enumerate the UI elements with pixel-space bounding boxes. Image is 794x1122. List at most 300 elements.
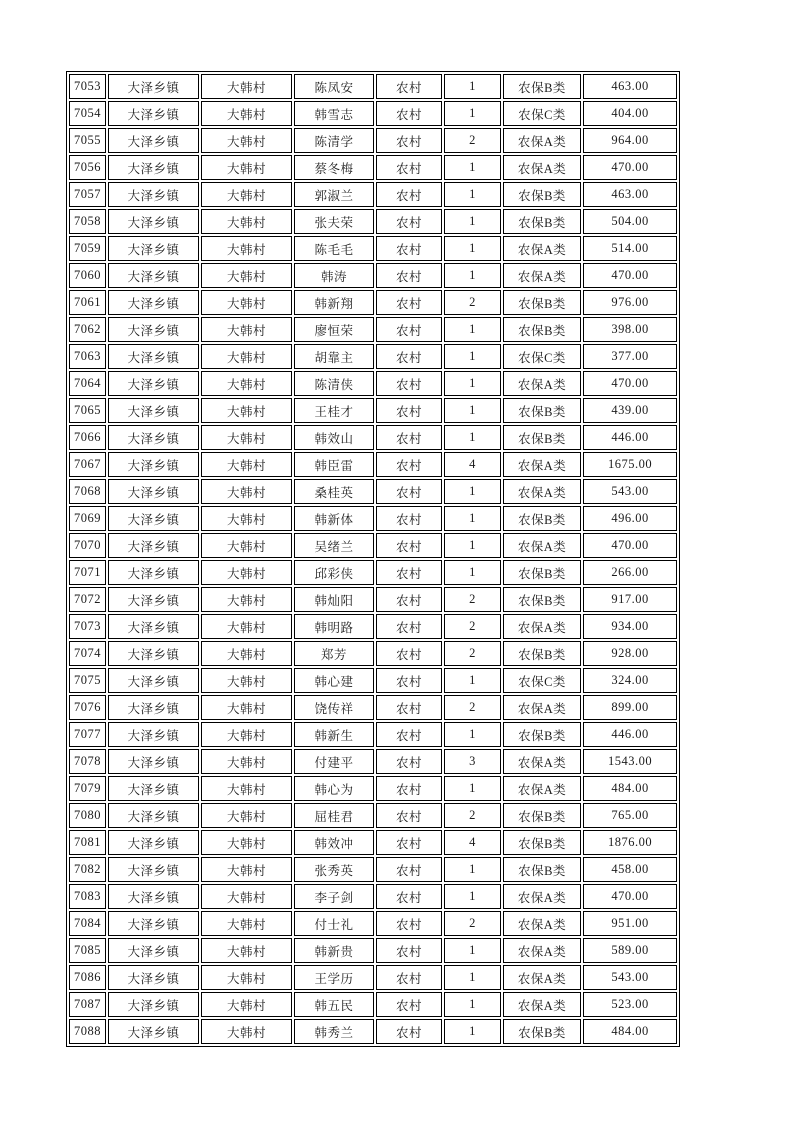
cell-type: 农村: [376, 857, 442, 882]
cell-amount: 463.00: [583, 74, 677, 99]
table-row: [69, 614, 677, 639]
cell-name: 韩灿阳: [294, 587, 374, 612]
table-row: [69, 155, 677, 180]
cell-id: 7087: [69, 992, 106, 1017]
cell-id: 7076: [69, 695, 106, 720]
cell-count: 1: [444, 263, 501, 288]
cell-id: 7060: [69, 263, 106, 288]
cell-amount: 976.00: [583, 290, 677, 315]
cell-town: 大泽乡镇: [108, 290, 199, 315]
cell-id: 7065: [69, 398, 106, 423]
table-row: [69, 128, 677, 153]
cell-name: 韩雪志: [294, 101, 374, 126]
cell-village: 大韩村: [201, 884, 292, 909]
cell-town: 大泽乡镇: [108, 749, 199, 774]
cell-count: 2: [444, 290, 501, 315]
cell-name: 付建平: [294, 749, 374, 774]
cell-count: 1: [444, 371, 501, 396]
cell-category: 农保B类: [503, 830, 581, 855]
cell-id: 7063: [69, 344, 106, 369]
cell-town: 大泽乡镇: [108, 344, 199, 369]
cell-count: 2: [444, 911, 501, 936]
cell-amount: 496.00: [583, 506, 677, 531]
cell-count: 2: [444, 128, 501, 153]
cell-id: 7062: [69, 317, 106, 342]
cell-village: 大韩村: [201, 506, 292, 531]
cell-category: 农保A类: [503, 965, 581, 990]
cell-village: 大韩村: [201, 182, 292, 207]
cell-id: 7055: [69, 128, 106, 153]
cell-count: 4: [444, 830, 501, 855]
cell-amount: 398.00: [583, 317, 677, 342]
cell-type: 农村: [376, 1019, 442, 1044]
cell-type: 农村: [376, 155, 442, 180]
cell-count: 2: [444, 803, 501, 828]
cell-name: 付士礼: [294, 911, 374, 936]
cell-village: 大韩村: [201, 614, 292, 639]
cell-type: 农村: [376, 74, 442, 99]
cell-category: 农保B类: [503, 182, 581, 207]
cell-category: 农保A类: [503, 992, 581, 1017]
cell-name: 李子剑: [294, 884, 374, 909]
cell-name: 陈清侠: [294, 371, 374, 396]
cell-village: 大韩村: [201, 857, 292, 882]
table-row: [69, 1019, 677, 1044]
cell-id: 7080: [69, 803, 106, 828]
cell-amount: 470.00: [583, 155, 677, 180]
cell-name: 韩心建: [294, 668, 374, 693]
cell-village: 大韩村: [201, 1019, 292, 1044]
cell-id: 7064: [69, 371, 106, 396]
cell-name: 陈清学: [294, 128, 374, 153]
table-row: [69, 722, 677, 747]
cell-village: 大韩村: [201, 830, 292, 855]
cell-count: 1: [444, 722, 501, 747]
cell-village: 大韩村: [201, 398, 292, 423]
cell-type: 农村: [376, 641, 442, 666]
cell-category: 农保B类: [503, 290, 581, 315]
cell-category: 农保A类: [503, 776, 581, 801]
cell-name: 韩涛: [294, 263, 374, 288]
cell-category: 农保C类: [503, 344, 581, 369]
cell-type: 农村: [376, 884, 442, 909]
table-row: [69, 884, 677, 909]
cell-count: 1: [444, 776, 501, 801]
cell-town: 大泽乡镇: [108, 938, 199, 963]
cell-village: 大韩村: [201, 290, 292, 315]
cell-count: 1: [444, 1019, 501, 1044]
cell-town: 大泽乡镇: [108, 695, 199, 720]
cell-count: 1: [444, 560, 501, 585]
cell-town: 大泽乡镇: [108, 182, 199, 207]
cell-type: 农村: [376, 128, 442, 153]
cell-type: 农村: [376, 695, 442, 720]
cell-category: 农保A类: [503, 938, 581, 963]
cell-name: 邱彩侠: [294, 560, 374, 585]
cell-village: 大韩村: [201, 209, 292, 234]
cell-category: 农保A类: [503, 236, 581, 261]
cell-name: 韩新贵: [294, 938, 374, 963]
cell-village: 大韩村: [201, 749, 292, 774]
cell-name: 韩效山: [294, 425, 374, 450]
cell-amount: 458.00: [583, 857, 677, 882]
cell-id: 7067: [69, 452, 106, 477]
cell-category: 农保B类: [503, 1019, 581, 1044]
cell-count: 2: [444, 695, 501, 720]
table-row: [69, 425, 677, 450]
cell-type: 农村: [376, 938, 442, 963]
cell-amount: 377.00: [583, 344, 677, 369]
cell-name: 韩新翔: [294, 290, 374, 315]
table-row: [69, 857, 677, 882]
cell-village: 大韩村: [201, 317, 292, 342]
cell-town: 大泽乡镇: [108, 236, 199, 261]
cell-count: 1: [444, 425, 501, 450]
cell-category: 农保C类: [503, 668, 581, 693]
cell-type: 农村: [376, 992, 442, 1017]
cell-town: 大泽乡镇: [108, 263, 199, 288]
cell-amount: 484.00: [583, 1019, 677, 1044]
cell-amount: 439.00: [583, 398, 677, 423]
cell-type: 农村: [376, 668, 442, 693]
table-row: [69, 560, 677, 585]
benefit-table: [66, 71, 680, 1047]
cell-name: 郑芳: [294, 641, 374, 666]
cell-category: 农保B类: [503, 317, 581, 342]
cell-amount: 917.00: [583, 587, 677, 612]
cell-id: 7058: [69, 209, 106, 234]
cell-town: 大泽乡镇: [108, 155, 199, 180]
table-row: [69, 452, 677, 477]
cell-amount: 324.00: [583, 668, 677, 693]
cell-count: 1: [444, 74, 501, 99]
cell-town: 大泽乡镇: [108, 668, 199, 693]
cell-count: 4: [444, 452, 501, 477]
cell-type: 农村: [376, 425, 442, 450]
cell-id: 7079: [69, 776, 106, 801]
cell-id: 7072: [69, 587, 106, 612]
cell-category: 农保A类: [503, 695, 581, 720]
cell-id: 7066: [69, 425, 106, 450]
cell-village: 大韩村: [201, 641, 292, 666]
cell-amount: 1876.00: [583, 830, 677, 855]
cell-category: 农保A类: [503, 533, 581, 558]
table-row: [69, 209, 677, 234]
cell-village: 大韩村: [201, 587, 292, 612]
cell-count: 2: [444, 614, 501, 639]
cell-category: 农保A类: [503, 452, 581, 477]
cell-amount: 446.00: [583, 425, 677, 450]
cell-village: 大韩村: [201, 128, 292, 153]
table-row: [69, 911, 677, 936]
cell-amount: 589.00: [583, 938, 677, 963]
cell-name: 张夫荣: [294, 209, 374, 234]
cell-name: 胡靠主: [294, 344, 374, 369]
cell-town: 大泽乡镇: [108, 803, 199, 828]
cell-name: 廖恒荣: [294, 317, 374, 342]
cell-id: 7075: [69, 668, 106, 693]
cell-type: 农村: [376, 911, 442, 936]
cell-category: 农保A类: [503, 614, 581, 639]
cell-amount: 964.00: [583, 128, 677, 153]
cell-name: 韩新生: [294, 722, 374, 747]
cell-type: 农村: [376, 371, 442, 396]
cell-category: 农保B类: [503, 506, 581, 531]
cell-type: 农村: [376, 614, 442, 639]
cell-id: 7077: [69, 722, 106, 747]
cell-village: 大韩村: [201, 965, 292, 990]
cell-village: 大韩村: [201, 560, 292, 585]
cell-count: 1: [444, 965, 501, 990]
cell-amount: 1675.00: [583, 452, 677, 477]
cell-town: 大泽乡镇: [108, 533, 199, 558]
cell-category: 农保A类: [503, 371, 581, 396]
cell-town: 大泽乡镇: [108, 425, 199, 450]
cell-town: 大泽乡镇: [108, 506, 199, 531]
cell-type: 农村: [376, 560, 442, 585]
cell-village: 大韩村: [201, 803, 292, 828]
cell-count: 1: [444, 182, 501, 207]
cell-amount: 504.00: [583, 209, 677, 234]
cell-count: 2: [444, 641, 501, 666]
cell-name: 吴绪兰: [294, 533, 374, 558]
cell-name: 王桂才: [294, 398, 374, 423]
cell-count: 1: [444, 506, 501, 531]
cell-id: 7082: [69, 857, 106, 882]
cell-village: 大韩村: [201, 425, 292, 450]
table-row: [69, 74, 677, 99]
cell-name: 韩效冲: [294, 830, 374, 855]
cell-count: 1: [444, 479, 501, 504]
cell-town: 大泽乡镇: [108, 74, 199, 99]
cell-category: 农保B类: [503, 398, 581, 423]
cell-category: 农保B类: [503, 425, 581, 450]
cell-town: 大泽乡镇: [108, 371, 199, 396]
cell-count: 1: [444, 209, 501, 234]
cell-id: 7085: [69, 938, 106, 963]
cell-village: 大韩村: [201, 776, 292, 801]
cell-amount: 463.00: [583, 182, 677, 207]
cell-type: 农村: [376, 209, 442, 234]
cell-amount: 951.00: [583, 911, 677, 936]
cell-name: 韩秀兰: [294, 1019, 374, 1044]
cell-category: 农保A类: [503, 749, 581, 774]
cell-town: 大泽乡镇: [108, 830, 199, 855]
cell-town: 大泽乡镇: [108, 398, 199, 423]
cell-name: 张秀英: [294, 857, 374, 882]
cell-type: 农村: [376, 290, 442, 315]
cell-village: 大韩村: [201, 992, 292, 1017]
table-row: [69, 290, 677, 315]
cell-category: 农保A类: [503, 479, 581, 504]
cell-id: 7069: [69, 506, 106, 531]
cell-town: 大泽乡镇: [108, 776, 199, 801]
cell-village: 大韩村: [201, 695, 292, 720]
cell-town: 大泽乡镇: [108, 857, 199, 882]
cell-amount: 543.00: [583, 479, 677, 504]
table-row: [69, 965, 677, 990]
cell-town: 大泽乡镇: [108, 884, 199, 909]
cell-town: 大泽乡镇: [108, 101, 199, 126]
cell-town: 大泽乡镇: [108, 587, 199, 612]
cell-town: 大泽乡镇: [108, 560, 199, 585]
cell-count: 1: [444, 533, 501, 558]
cell-category: 农保B类: [503, 560, 581, 585]
cell-name: 王学历: [294, 965, 374, 990]
table-row: [69, 344, 677, 369]
cell-type: 农村: [376, 506, 442, 531]
cell-amount: 404.00: [583, 101, 677, 126]
cell-town: 大泽乡镇: [108, 641, 199, 666]
cell-id: 7071: [69, 560, 106, 585]
table-row: [69, 182, 677, 207]
cell-category: 农保B类: [503, 587, 581, 612]
cell-count: 3: [444, 749, 501, 774]
cell-village: 大韩村: [201, 371, 292, 396]
table-row: [69, 776, 677, 801]
cell-category: 农保A类: [503, 263, 581, 288]
cell-id: 7084: [69, 911, 106, 936]
table-row: [69, 398, 677, 423]
table-row: [69, 641, 677, 666]
cell-village: 大韩村: [201, 533, 292, 558]
table-row: [69, 938, 677, 963]
cell-name: 陈凤安: [294, 74, 374, 99]
cell-category: 农保B类: [503, 74, 581, 99]
cell-amount: 765.00: [583, 803, 677, 828]
cell-name: 桑桂英: [294, 479, 374, 504]
cell-type: 农村: [376, 452, 442, 477]
cell-name: 韩心为: [294, 776, 374, 801]
cell-count: 2: [444, 587, 501, 612]
cell-village: 大韩村: [201, 344, 292, 369]
table-row: [69, 263, 677, 288]
cell-id: 7059: [69, 236, 106, 261]
cell-count: 1: [444, 398, 501, 423]
cell-town: 大泽乡镇: [108, 317, 199, 342]
cell-count: 1: [444, 155, 501, 180]
cell-id: 7056: [69, 155, 106, 180]
cell-name: 郭淑兰: [294, 182, 374, 207]
cell-type: 农村: [376, 533, 442, 558]
table-row: [69, 749, 677, 774]
benefit-table-body: [69, 74, 677, 1044]
cell-type: 农村: [376, 587, 442, 612]
cell-town: 大泽乡镇: [108, 911, 199, 936]
table-row: [69, 317, 677, 342]
cell-category: 农保B类: [503, 857, 581, 882]
table-row: [69, 533, 677, 558]
cell-village: 大韩村: [201, 74, 292, 99]
cell-name: 陈毛毛: [294, 236, 374, 261]
cell-town: 大泽乡镇: [108, 722, 199, 747]
cell-id: 7074: [69, 641, 106, 666]
cell-amount: 470.00: [583, 533, 677, 558]
cell-town: 大泽乡镇: [108, 452, 199, 477]
cell-town: 大泽乡镇: [108, 965, 199, 990]
cell-id: 7088: [69, 1019, 106, 1044]
cell-amount: 899.00: [583, 695, 677, 720]
table-row: [69, 506, 677, 531]
cell-count: 1: [444, 101, 501, 126]
cell-type: 农村: [376, 965, 442, 990]
cell-category: 农保A类: [503, 884, 581, 909]
cell-count: 1: [444, 884, 501, 909]
cell-town: 大泽乡镇: [108, 479, 199, 504]
cell-count: 1: [444, 344, 501, 369]
cell-village: 大韩村: [201, 236, 292, 261]
cell-village: 大韩村: [201, 668, 292, 693]
cell-amount: 446.00: [583, 722, 677, 747]
cell-category: 农保B类: [503, 803, 581, 828]
cell-amount: 266.00: [583, 560, 677, 585]
cell-count: 1: [444, 938, 501, 963]
table-row: [69, 371, 677, 396]
cell-name: 蔡冬梅: [294, 155, 374, 180]
cell-village: 大韩村: [201, 452, 292, 477]
cell-name: 饶传祥: [294, 695, 374, 720]
cell-town: 大泽乡镇: [108, 1019, 199, 1044]
cell-id: 7073: [69, 614, 106, 639]
cell-id: 7078: [69, 749, 106, 774]
table-row: [69, 587, 677, 612]
cell-village: 大韩村: [201, 101, 292, 126]
table-row: [69, 236, 677, 261]
cell-id: 7061: [69, 290, 106, 315]
cell-id: 7057: [69, 182, 106, 207]
cell-town: 大泽乡镇: [108, 209, 199, 234]
cell-type: 农村: [376, 317, 442, 342]
cell-amount: 523.00: [583, 992, 677, 1017]
cell-village: 大韩村: [201, 722, 292, 747]
cell-village: 大韩村: [201, 938, 292, 963]
cell-id: 7086: [69, 965, 106, 990]
cell-type: 农村: [376, 776, 442, 801]
cell-town: 大泽乡镇: [108, 992, 199, 1017]
cell-name: 屈桂君: [294, 803, 374, 828]
cell-category: 农保B类: [503, 641, 581, 666]
cell-count: 1: [444, 668, 501, 693]
table-row: [69, 803, 677, 828]
cell-amount: 484.00: [583, 776, 677, 801]
cell-amount: 934.00: [583, 614, 677, 639]
cell-amount: 514.00: [583, 236, 677, 261]
cell-village: 大韩村: [201, 911, 292, 936]
cell-id: 7081: [69, 830, 106, 855]
cell-town: 大泽乡镇: [108, 614, 199, 639]
table-row: [69, 830, 677, 855]
cell-name: 韩五民: [294, 992, 374, 1017]
cell-category: 农保A类: [503, 911, 581, 936]
cell-category: 农保B类: [503, 209, 581, 234]
cell-village: 大韩村: [201, 263, 292, 288]
cell-id: 7070: [69, 533, 106, 558]
cell-count: 1: [444, 317, 501, 342]
cell-count: 1: [444, 857, 501, 882]
cell-type: 农村: [376, 263, 442, 288]
cell-id: 7068: [69, 479, 106, 504]
cell-amount: 928.00: [583, 641, 677, 666]
cell-amount: 543.00: [583, 965, 677, 990]
cell-id: 7083: [69, 884, 106, 909]
cell-category: 农保A类: [503, 155, 581, 180]
table-row: [69, 479, 677, 504]
cell-name: 韩新体: [294, 506, 374, 531]
table-row: [69, 668, 677, 693]
cell-type: 农村: [376, 344, 442, 369]
cell-name: 韩明路: [294, 614, 374, 639]
cell-name: 韩臣雷: [294, 452, 374, 477]
